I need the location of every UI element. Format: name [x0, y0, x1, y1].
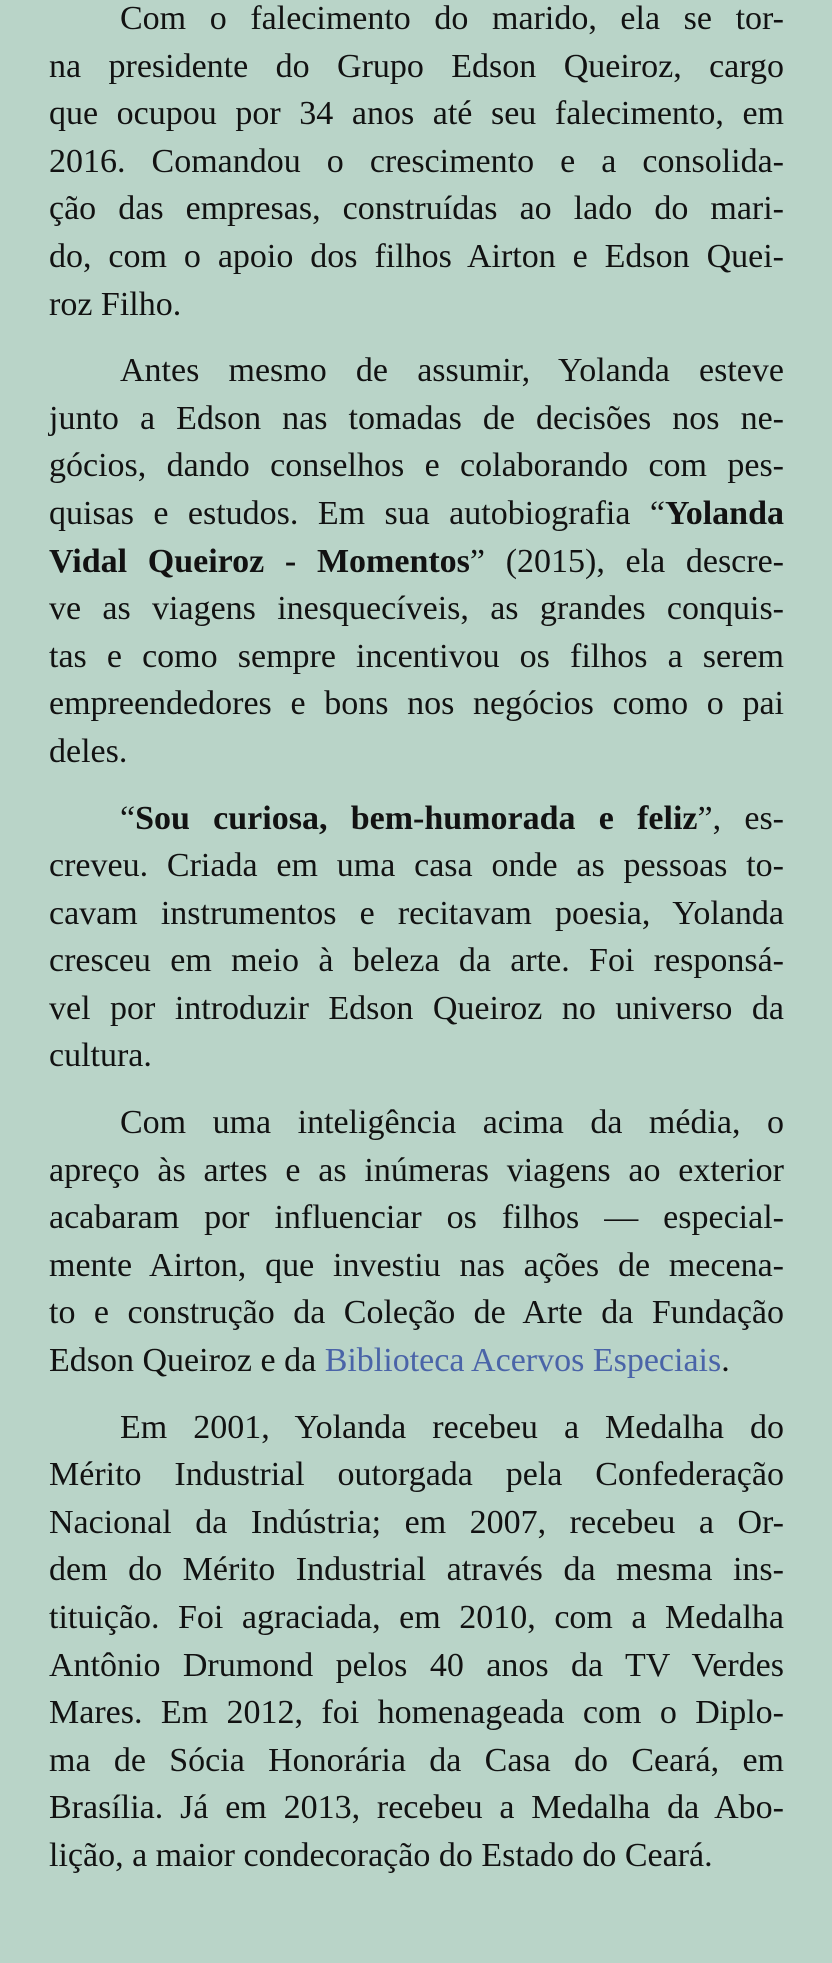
- text-segment: lição, a maior condecoração do Estado do Ceará.: [49, 1836, 713, 1874]
- text-line: [49, 1099, 784, 1147]
- text-line: [49, 1337, 784, 1385]
- text-segment: tituição. Foi agraciada, em 2010, com a Medalha: [49, 1599, 784, 1636]
- text-segment: ção das empresas, construídas ao lado do mari-: [49, 190, 784, 228]
- bold-text: Vidal Queiroz - Momentos: [49, 542, 470, 580]
- text-line: [49, 1242, 784, 1290]
- text-line: [49, 1499, 784, 1547]
- text-segment: Em 2001, Yolanda recebeu a Medalha do: [120, 1408, 784, 1446]
- text-line: [49, 633, 784, 681]
- text-segment: apreço às artes e as inúmeras viagens ao exterior: [49, 1151, 784, 1189]
- text-line: [49, 1832, 784, 1880]
- text-segment: .: [721, 1342, 730, 1380]
- text-segment: Brasília. Já em 2013, recebeu a Medalha da Abo-: [49, 1789, 784, 1827]
- text-line: [49, 728, 784, 776]
- text-line: [49, 1404, 784, 1452]
- paragraph: [49, 347, 784, 775]
- paragraph: [49, 1099, 784, 1385]
- text-segment: ” (2015), ela descre-: [469, 542, 785, 580]
- text-line: [49, 281, 784, 329]
- text-line: [49, 138, 784, 186]
- text-segment: na presidente do Grupo Edson Queiroz, cargo: [49, 47, 784, 85]
- text-segment: 2016. Comandou o crescimento e a consolida-: [49, 142, 784, 180]
- text-segment: deles.: [49, 732, 128, 770]
- text-segment: dem do Mérito Industrial através da mesma ins-: [49, 1551, 784, 1589]
- text-line: [49, 795, 784, 843]
- text-segment: ma de Sócia Honorária da Casa do Ceará, em: [49, 1741, 784, 1779]
- text-line: [49, 185, 784, 233]
- text-line: [49, 1194, 784, 1242]
- text-line: [49, 538, 784, 586]
- text-line: [49, 1289, 784, 1337]
- text-line: [49, 1546, 784, 1594]
- paragraph: [49, 795, 784, 1081]
- text-line: [49, 490, 784, 538]
- text-segment: Mares. Em 2012, foi homenageada com o Diplo-: [49, 1694, 784, 1732]
- text-segment: do, com o apoio dos filhos Airton e Edson Quei-: [49, 237, 784, 275]
- text-segment: Edson Queiroz e da: [49, 1342, 325, 1380]
- text-segment: to e construção da Coleção de Arte da Fundação: [49, 1294, 784, 1332]
- text-line: [49, 0, 784, 43]
- text-segment: ve as viagens inesquecíveis, as grandes conquis-: [49, 590, 784, 628]
- text-segment: cultura.: [49, 1037, 152, 1075]
- text-segment: acabaram por influenciar os filhos — especial-: [49, 1199, 784, 1237]
- text-segment: cresceu em meio à beleza da arte. Foi responsá-: [49, 942, 784, 980]
- text-line: [49, 1737, 784, 1785]
- text-segment: empreendedores e bons nos negócios como o pai: [49, 685, 784, 723]
- biblioteca-link[interactable]: Biblioteca Acervos Especiais: [324, 1342, 722, 1380]
- text-line: [49, 937, 784, 985]
- text-line: [49, 90, 784, 138]
- text-line: [49, 985, 784, 1033]
- text-segment: vel por introduzir Edson Queiroz no universo da: [49, 989, 784, 1027]
- text-segment: Com o falecimento do marido, ela se tor-: [120, 0, 784, 37]
- text-line: [49, 233, 784, 281]
- text-line: [49, 585, 784, 633]
- text-line: [49, 1032, 784, 1080]
- text-segment: cavam instrumentos e recitavam poesia, Yolanda: [49, 894, 784, 932]
- text-line: [49, 1594, 784, 1642]
- text-line: [49, 1451, 784, 1499]
- text-segment: Nacional da Indústria; em 2007, recebeu a Or-: [49, 1503, 784, 1541]
- text-segment: quisas e estudos. Em sua autobiografia “: [49, 494, 665, 532]
- text-segment: Antônio Drumond pelos 40 anos da TV Verdes: [49, 1646, 784, 1684]
- text-segment: creveu. Criada em uma casa onde as pessoas to-: [49, 847, 784, 885]
- text-segment: Com uma inteligência acima da média, o: [120, 1104, 784, 1142]
- text-segment: mente Airton, que investiu nas ações de mecena-: [49, 1246, 784, 1284]
- text-segment: Mérito Industrial outorgada pela Confederação: [49, 1456, 784, 1494]
- text-line: [49, 43, 784, 91]
- text-line: [49, 1147, 784, 1195]
- text-line: [49, 395, 784, 443]
- text-segment: tas e como sempre incentivou os filhos a serem: [49, 637, 784, 675]
- text-segment: ”, es-: [697, 799, 784, 837]
- text-line: [49, 1784, 784, 1832]
- text-line: [49, 347, 784, 395]
- text-line: [49, 680, 784, 728]
- text-segment: Antes mesmo de assumir, Yolanda esteve: [120, 352, 784, 390]
- paragraph: [49, 0, 784, 328]
- text-segment: “: [120, 799, 136, 837]
- text-line: [49, 890, 784, 938]
- text-segment: roz Filho.: [49, 285, 182, 323]
- bold-text: Sou curiosa, bem-humorada e feliz: [135, 799, 698, 837]
- text-segment: junto a Edson nas tomadas de decisões nos ne-: [49, 399, 784, 437]
- article-body: [49, 0, 784, 1899]
- text-line: [49, 842, 784, 890]
- text-line: [49, 1689, 784, 1737]
- paragraph: [49, 1404, 784, 1880]
- text-line: [49, 442, 784, 490]
- text-segment: gócios, dando conselhos e colaborando com pes-: [49, 447, 784, 485]
- text-segment: que ocupou por 34 anos até seu falecimento, em: [49, 95, 784, 133]
- bold-text: Yolanda: [664, 494, 784, 532]
- text-line: [49, 1642, 784, 1690]
